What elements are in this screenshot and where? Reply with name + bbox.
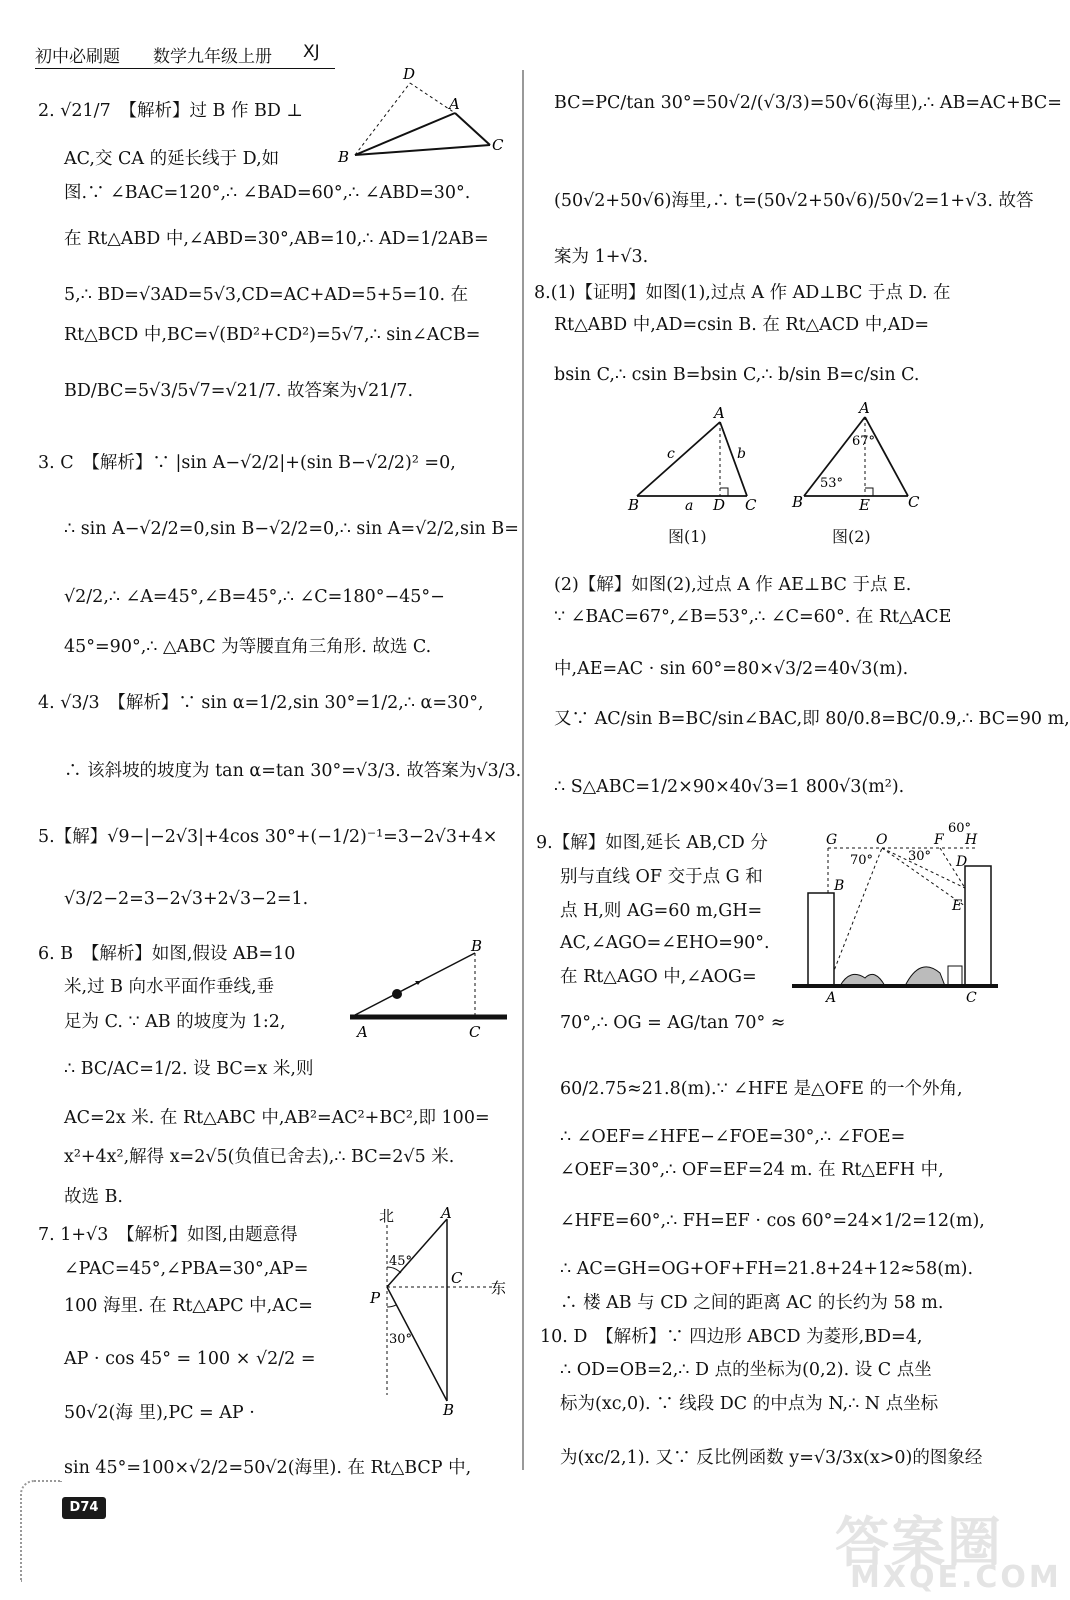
right-line-25: 标为(xc,0). ∵ 线段 DC 的中点为 N,∴ N 点坐标 xyxy=(560,1394,939,1414)
label-C: C xyxy=(966,990,977,1006)
label-B: B xyxy=(338,148,350,166)
left-line-25: AP · cos 45° = 100 × √2/2 = xyxy=(64,1349,316,1369)
right-line-8: 中,AE=AC · sin 60°=80×√3/2=40√3(m). xyxy=(554,659,909,679)
watermark-url: MXQE.COM xyxy=(850,1560,1062,1595)
label-67deg: 67° xyxy=(852,434,876,449)
left-line-3: 在 Rt△ABD 中,∠ABD=30°,AB=10,∴ AD=1/2AB= xyxy=(64,229,489,249)
right-line-6: (2)【解】如图(2),过点 A 作 AE⊥BC 于点 E. xyxy=(554,575,912,595)
left-line-18: ∴ BC/AC=1/2. 设 BC=x 米,则 xyxy=(64,1059,314,1079)
left-line-27: sin 45°=100×√2/2=50√2(海里). 在 Rt△BCP 中, xyxy=(64,1458,472,1478)
label-b: b xyxy=(737,446,746,462)
right-line-9: 又∵ AC/sin B=BC/sin∠BAC,即 80/0.8=BC/0.9,∴ BC=90 m, xyxy=(554,709,1070,729)
left-line-4: 5,∴ BD=√3AD=5√3,CD=AC+AD=5+5=10. 在 xyxy=(64,285,469,305)
figure-q9 xyxy=(790,818,1000,1008)
right-line-19: ∠OEF=30°,∴ OF=EF=24 m. 在 Rt△EFH 中, xyxy=(560,1160,944,1180)
left-line-2: 图.∵ ∠BAC=120°,∴ ∠BAD=60°,∴ ∠ABD=30°. xyxy=(64,183,471,203)
label-H: H xyxy=(965,832,978,848)
right-line-17: 60/2.75≈21.8(m).∵ ∠HFE 是△OFE 的一个外角, xyxy=(560,1079,963,1099)
label-a: a xyxy=(685,498,694,514)
label-east: 东 xyxy=(491,1279,507,1297)
left-line-26: 50√2(海 里),PC = AP · xyxy=(64,1403,255,1423)
label-P: P xyxy=(370,1289,381,1307)
label-30deg: 30° xyxy=(908,849,932,864)
left-line-13: 5.【解】√9−|−2√3|+4cos 30°+(−1/2)⁻¹=3−2√3+4× xyxy=(38,827,498,847)
right-line-1: (50√2+50√6)海里,∴ t=(50√2+50√6)/50√2=1+√3. 故答 xyxy=(554,191,1034,211)
left-line-6: BD/BC=5√3/5√7=√21/7. 故答案为√21/7. xyxy=(64,381,414,401)
figure-q7 xyxy=(365,1205,515,1430)
label-53deg: 53° xyxy=(820,476,844,491)
left-line-0: 2. √21/7 【解析】过 B 作 BD ⊥ xyxy=(38,101,303,121)
left-line-14: √3/2−2=3−2√3+2√3−2=1. xyxy=(64,889,309,909)
left-line-1: AC,交 CA 的延长线于 D,如 xyxy=(64,149,280,169)
label-A: A xyxy=(441,1204,452,1222)
figure-q8-2 xyxy=(790,397,925,515)
right-line-15: 在 Rt△AGO 中,∠AOG= xyxy=(560,967,757,987)
right-line-24: ∴ OD=OB=2,∴ D 点的坐标为(0,2). 设 C 点坐 xyxy=(560,1360,932,1380)
right-line-4: Rt△ABD 中,AD=csin B. 在 Rt△ACD 中,AD= xyxy=(554,315,930,335)
label-c: c xyxy=(667,446,675,462)
right-line-16: 70°,∴ OG = AG/tan 70° ≈ xyxy=(560,1013,786,1033)
left-line-11: 4. √3/3 【解析】∵ sin α=1/2,sin 30°=1/2,∴ α=30°, xyxy=(38,693,484,713)
subject-title: 数学九年级上册 xyxy=(153,47,272,67)
label-A: A xyxy=(449,95,460,113)
right-line-14: AC,∠AGO=∠EHO=90°. xyxy=(560,933,770,953)
right-line-22: ∴ 楼 AB 与 CD 之间的距离 AC 的长约为 58 m. xyxy=(560,1293,944,1313)
right-line-3: 8.(1)【证明】如图(1),过点 A 作 AD⊥BC 于点 D. 在 xyxy=(534,283,951,303)
left-line-12: ∴ 该斜坡的坡度为 tan α=tan 30°=√3/3. 故答案为√3/3. xyxy=(64,761,522,781)
label-D: D xyxy=(403,65,416,83)
left-line-21: 故选 B. xyxy=(64,1187,123,1207)
label-E: E xyxy=(952,898,963,914)
figure-q2 xyxy=(335,65,510,165)
book-title: 初中必刷题 xyxy=(35,47,120,67)
figure-q8-2-caption: 图(2) xyxy=(832,527,871,546)
label-C: C xyxy=(745,496,757,514)
page-header xyxy=(35,38,335,69)
right-line-11: 9.【解】如图,延长 AB,CD 分 xyxy=(536,833,768,853)
left-line-10: 45°=90°,∴ △ABC 为等腰直角三角形. 故选 C. xyxy=(64,637,432,657)
label-B: B xyxy=(834,878,845,894)
left-line-9: √2/2,∴ ∠A=45°,∠B=45°,∴ ∠C=180°−45°− xyxy=(64,587,445,607)
label-A: A xyxy=(826,990,837,1006)
watermark-logo: 答案圈 xyxy=(835,1511,1003,1574)
label-45deg: 45° xyxy=(389,1254,413,1269)
label-D: D xyxy=(713,496,726,514)
left-line-23: ∠PAC=45°,∠PBA=30°,AP= xyxy=(64,1259,309,1279)
label-D: D xyxy=(956,854,968,870)
left-line-16: 米,过 B 向水平面作垂线,垂 xyxy=(64,977,275,997)
edition-label: XJ xyxy=(303,42,320,62)
page-number: D74 xyxy=(62,1497,106,1519)
corner-decoration xyxy=(20,1480,62,1582)
right-line-23: 10. D 【解析】∵ 四边形 ABCD 为菱形,BD=4, xyxy=(540,1327,923,1347)
right-line-12: 别与直线 OF 交于点 G 和 xyxy=(560,867,763,887)
left-line-24: 100 海里. 在 Rt△APC 中,AC= xyxy=(64,1296,313,1316)
label-O: O xyxy=(876,832,888,848)
label-B: B xyxy=(471,937,483,955)
label-60deg: 60° xyxy=(948,821,972,836)
label-B: B xyxy=(628,496,640,514)
label-north: 北 xyxy=(379,1207,395,1225)
right-line-26: 为(xc/2,1). 又∵ 反比例函数 y=√3/3x(x>0)的图象经 xyxy=(560,1448,983,1468)
right-line-20: ∠HFE=60°,∴ FH=EF · cos 60°=24×1/2=12(m), xyxy=(560,1211,985,1231)
right-line-0: BC=PC/tan 30°=50√2/(√3/3)=50√6(海里),∴ AB=AC+BC= xyxy=(554,93,1062,113)
label-A: A xyxy=(859,399,870,417)
right-line-13: 点 H,则 AG=60 m,GH= xyxy=(560,901,763,921)
left-line-8: ∴ sin A−√2/2=0,sin B−√2/2=0,∴ sin A=√2/2,sin B= xyxy=(64,519,519,539)
label-F: F xyxy=(934,832,944,848)
figure-q6 xyxy=(345,935,510,1045)
right-line-2: 案为 1+√3. xyxy=(554,247,649,267)
label-C: C xyxy=(492,136,504,154)
figure-q8-1 xyxy=(625,400,760,515)
label-30deg: 30° xyxy=(389,1332,413,1347)
right-line-7: ∵ ∠BAC=67°,∠B=53°,∴ ∠C=60°. 在 Rt△ACE xyxy=(554,607,952,627)
label-C: C xyxy=(469,1023,481,1041)
label-B: B xyxy=(792,493,804,511)
label-G: G xyxy=(826,832,838,848)
figure-q8-1-caption: 图(1) xyxy=(668,527,707,546)
label-C: C xyxy=(451,1269,463,1287)
label-A: A xyxy=(714,404,725,422)
left-line-5: Rt△BCD 中,BC=√(BD²+CD²)=5√7,∴ sin∠ACB= xyxy=(64,325,481,345)
left-line-19: AC=2x 米. 在 Rt△ABC 中,AB²=AC²+BC²,即 100= xyxy=(64,1108,490,1128)
right-line-5: bsin C,∴ csin B=bsin C,∴ b/sin B=c/sin C. xyxy=(554,365,920,385)
label-E: E xyxy=(859,496,870,514)
right-line-21: ∴ AC=GH=OG+OF+FH=21.8+24+12≈58(m). xyxy=(560,1259,974,1279)
left-line-20: x²+4x²,解得 x=2√5(负值已舍去),∴ BC=2√5 米. xyxy=(64,1147,455,1167)
right-line-18: ∴ ∠OEF=∠HFE−∠FOE=30°,∴ ∠FOE= xyxy=(560,1127,906,1147)
right-line-10: ∴ S△ABC=1/2×90×40√3=1 800√3(m²). xyxy=(554,777,905,797)
label-B: B xyxy=(443,1401,455,1419)
column-divider xyxy=(522,70,524,1470)
label-C: C xyxy=(908,493,920,511)
label-70deg: 70° xyxy=(850,853,874,868)
left-line-17: 足为 C. ∵ AB 的坡度为 1:2, xyxy=(64,1012,286,1032)
label-A: A xyxy=(357,1023,368,1041)
left-line-7: 3. C 【解析】∵ |sin A−√2/2|+(sin B−√2/2)² =0, xyxy=(38,453,456,473)
left-line-22: 7. 1+√3 【解析】如图,由题意得 xyxy=(38,1225,298,1245)
left-line-15: 6. B 【解析】如图,假设 AB=10 xyxy=(38,944,296,964)
